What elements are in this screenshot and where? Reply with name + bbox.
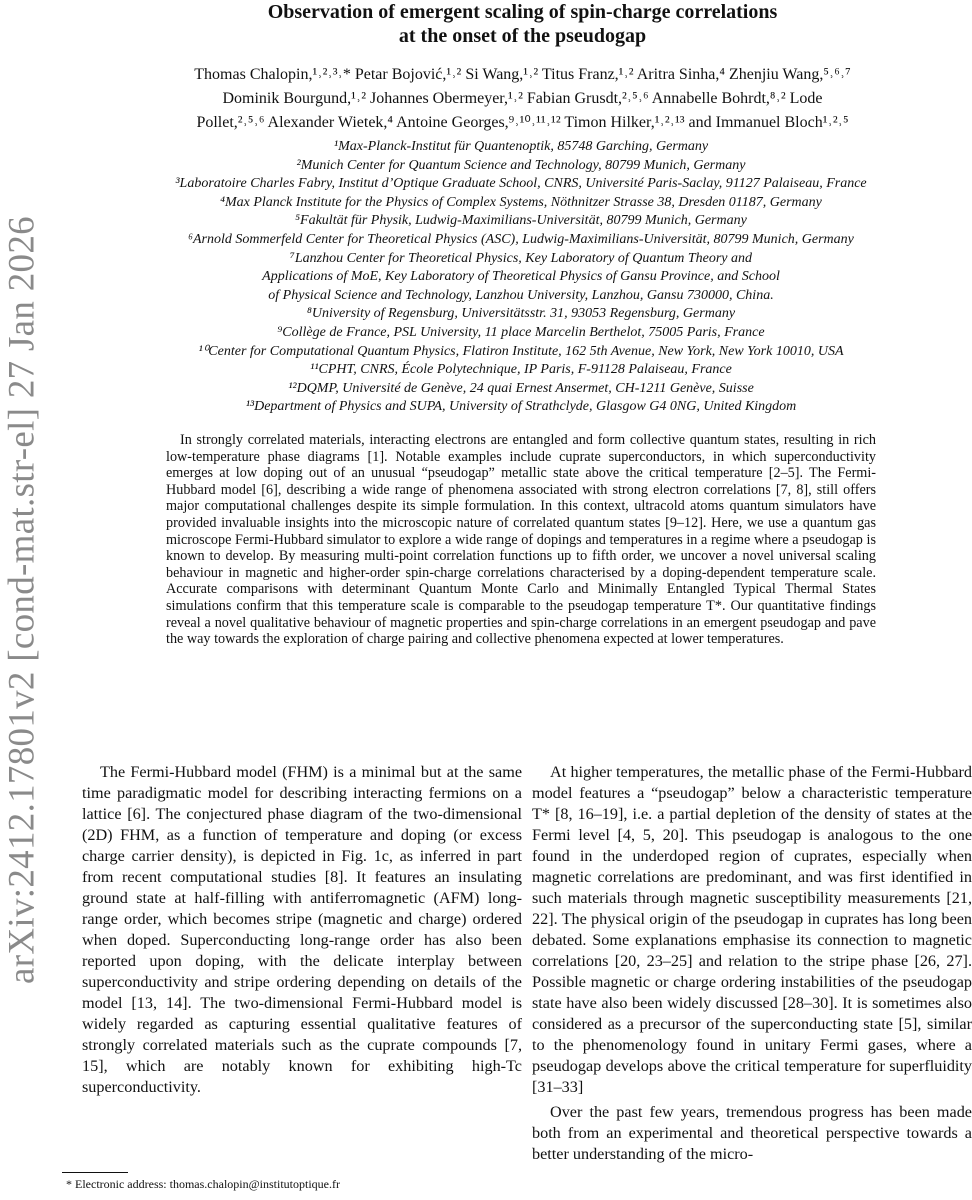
- affiliation-line: ¹⁰Center for Computational Quantum Physics, Flatiron Institute, 162 5th Avenue, New York, New York 10010, USA: [198, 343, 844, 359]
- body-paragraph: The Fermi-Hubbard model (FHM) is a minimal but at the same time paradigmatic model for describing interacting fermions on a lattice [6]. The conjectured phase diagram of the two-dimensional (2D) FHM, as a function of temperature and doping (or excess charge carrier density), is depicted in Fig. 1c, as inferred in part from recent computational studies [8]. It features an insulating ground state at half-filling with antiferromagnetic (AFM) long-range order, which becomes stripe (magnetic and charge) ordered when doped. Superconducting long-range order has also been reported upon doping, with the delicate interplay between superconductivity and stripe ordering depending on details of the model [13, 14]. The two-dimensional Fermi-Hubbard model is widely regarded as capturing essential qualitative features of strongly correlated materials such as the cuprate compounds [7, 15], which are notably known for exhibiting high-Tc superconductivity.: [82, 763, 522, 1096]
- affiliation-line: ⁸University of Regensburg, Universitätsstr. 31, 93053 Regensburg, Germany: [306, 306, 736, 322]
- author-list: [85, 63, 960, 135]
- abstract: In strongly correlated materials, interacting electrons are entangled and form collective quantum states, resulting in rich low-temperature phase diagrams [1]. Notable examples include cuprate superconductors, in which superconductivity emerges at low doping out of an unusual “pseudogap” metallic state above the critical temperature [2–5]. The Fermi-Hubbard model [6], describing a wide range of phenomena associated with strong electron correlations [7, 8], still offers major computational challenges despite its simple formulation. In this context, ultracold atoms quantum simulators have provided invaluable insights into the microscopic nature of correlated quantum states [9–12]. Here, we use a quantum gas microscope Fermi-Hubbard simulator to explore a wide range of dopings and temperatures in a regime where a pseudogap is known to develop. By measuring multi-point correlation functions up to fifth order, we uncover a novel universal scaling behaviour in magnetic and higher-order spin-charge correlations characterised by a doping-dependent temperature scale. Accurate comparisons with determinant Quantum Monte Carlo and Minimally Entangled Typical Thermal States simulations confirm that this temperature scale is comparable to the pseudogap temperature T*. Our quantitative findings reveal a novel qualitative behaviour of magnetic properties and spin-charge correlations in an emergent pseudogap and pave the way towards the exploration of charge pairing and collective phenomena expected at lower temperatures.: [166, 432, 876, 648]
- affiliation-line: ¹¹CPHT, CNRS, École Polytechnique, IP Paris, F-91128 Palaiseau, France: [310, 362, 732, 378]
- affiliation-line: ⁷Lanzhou Center for Theoretical Physics, Key Laboratory of Quantum Theory and: [289, 250, 753, 266]
- body-column-left: [82, 762, 522, 1098]
- affiliation-line: ¹³Department of Physics and SUPA, University of Strathclyde, Glasgow G4 0NG, United Kingdom: [245, 399, 797, 415]
- affiliation-line: ²Munich Center for Quantum Science and Technology, 80799 Munich, Germany: [296, 157, 746, 173]
- body-paragraph: At higher temperatures, the metallic phase of the Fermi-Hubbard model features a “pseudogap” below a characteristic temperature T* [8, 16–19], i.e. a partial depletion of the density of states at the Fermi level [4, 5, 20]. This pseudogap is analogous to the one found in the underdoped region of cuprates, especially when magnetic correlations are predominant, and was first identified in such materials through magnetic susceptibility measurements [21, 22]. The physical origin of the pseudogap in cuprates has long been debated. Some explanations emphasise its connection to magnetic correlations [20, 23–25] and relation to the stripe phase [26, 27]. Possible magnetic or charge ordering instabilities of the pseudogap state have also been widely discussed [28–30]. It is sometimes also considered as a precursor of the superconducting state [5], similar to the phenomenology found in unitary Fermi gases, where a pseudogap develops above the critical temperature for superfluidity [31–33]: [532, 763, 972, 1096]
- affiliation-line: Applications of MoE, Key Laboratory of Theoretical Physics of Gansu Province, and School: [262, 269, 780, 285]
- affiliation-line: of Physical Science and Technology, Lanzhou University, Lanzhou, Gansu 730000, China.: [268, 287, 774, 303]
- affiliation-line: ⁶Arnold Sommerfeld Center for Theoretical Physics (ASC), Ludwig-Maximilians-Universität, 80799 Munich, Germany: [188, 231, 854, 247]
- affiliation-list: [70, 138, 972, 417]
- body-column-right: [532, 762, 972, 1165]
- arxiv-stamp: arXiv:2412.17801v2 [cond-mat.str-el] 27 Jan 2026: [1, 216, 43, 984]
- affiliation-line: ⁵Fakultät für Physik, Ludwig-Maximilians-Universität, 80799 Munich, Germany: [295, 213, 747, 229]
- affiliation-line: ⁹Collège de France, PSL University, 11 place Marcelin Berthelot, 75005 Paris, France: [277, 324, 765, 340]
- body-paragraph: Over the past few years, tremendous progress has been made both from an experimental and theoretical perspective towards a better understanding of the micro-: [532, 1103, 972, 1163]
- affiliation-line: ³Laboratoire Charles Fabry, Institut d’Optique Graduate School, CNRS, Université Paris-Saclay, 91127 Palaiseau, France: [175, 176, 867, 192]
- footnote: * Electronic address: thomas.chalopin@institutoptique.fr: [66, 1177, 340, 1191]
- title-line-2: at the onset of the pseudogap: [398, 25, 647, 47]
- title-line-1: Observation of emergent scaling of spin-charge correlations: [267, 1, 778, 23]
- paper-title: [110, 0, 935, 48]
- arxiv-stamp-container: [0, 0, 72, 1200]
- author-line-2: Dominik Bourgund,¹˒² Johannes Obermeyer,¹˒² Fabian Grusdt,²˒⁵˒⁶ Annabelle Bohrdt,⁸˒² Lode: [222, 90, 823, 107]
- affiliation-line: ⁴Max Planck Institute for the Physics of Complex Systems, Nöthnitzer Strasse 38, Dresden 01187, Germany: [220, 194, 822, 210]
- affiliation-line: ¹²DQMP, Université de Genève, 24 quai Ernest Ansermet, CH-1211 Genève, Suisse: [288, 380, 754, 396]
- footnote-divider: [62, 1172, 128, 1173]
- affiliation-line: ¹Max-Planck-Institut für Quantenoptik, 85748 Garching, Germany: [333, 139, 709, 154]
- author-line-3: Pollet,²˒⁵˒⁶ Alexander Wietek,⁴ Antoine Georges,⁹˒¹⁰˒¹¹˒¹² Timon Hilker,¹˒²˒¹³ and Immanuel Bloch¹˒²˒⁵: [196, 114, 849, 131]
- author-line-1: Thomas Chalopin,¹˒²˒³˒* Petar Bojović,¹˒² Si Wang,¹˒² Titus Franz,¹˒² Aritra Sinha,⁴ Zhenjiu Wang,⁵˒⁶˒⁷: [194, 66, 851, 83]
